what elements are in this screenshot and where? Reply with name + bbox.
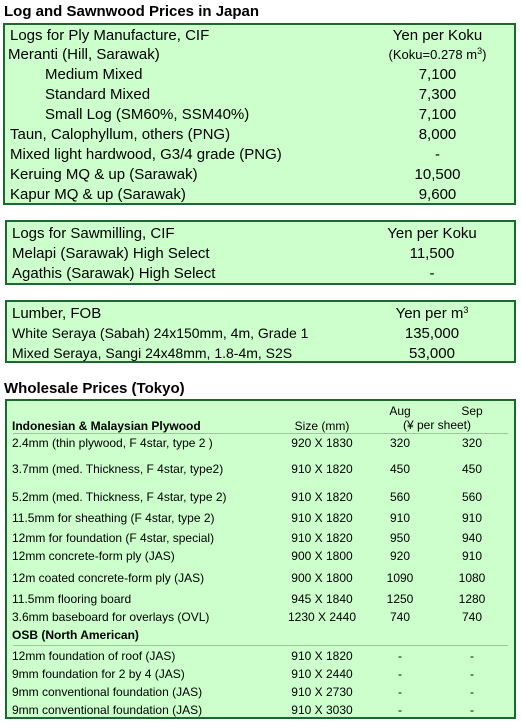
row-aug: - bbox=[398, 667, 402, 681]
row-label: 3.7mm (med. Thickness, F 4star, type2) bbox=[12, 462, 224, 476]
saw-logs-box bbox=[5, 220, 516, 285]
plywood-group-title: Indonesian & Malaysian Plywood bbox=[12, 419, 201, 433]
row-aug: - bbox=[398, 685, 402, 699]
lumber-row-label: White Seraya (Sabah) 24x150mm, 4m, Grade 1 bbox=[12, 325, 309, 341]
row-label: 2.4mm (thin plywood, F 4star, type 2 ) bbox=[12, 436, 213, 450]
row-size: 910 X 2730 bbox=[291, 685, 353, 699]
row-aug: - bbox=[398, 649, 402, 663]
ply-header-label: Logs for Ply Manufacture, CIF bbox=[10, 27, 210, 44]
wholesale-title: Wholesale Prices (Tokyo) bbox=[4, 380, 185, 397]
ply-row-label: Taun, Calophyllum, others (PNG) bbox=[10, 126, 231, 143]
row-sep: 940 bbox=[461, 531, 483, 545]
row-label: 5.2mm (med. Thickness, F 4star, type 2) bbox=[12, 490, 227, 504]
ply-row-label: Kapur MQ & up (Sarawak) bbox=[10, 186, 186, 203]
row-label: 9mm conventional foundation (JAS) bbox=[12, 685, 203, 699]
osb-group-title: OSB (North American) bbox=[12, 628, 139, 642]
saw-header-label: Logs for Sawmilling, CIF bbox=[12, 225, 175, 242]
row-aug: 320 bbox=[389, 436, 411, 450]
row-label: 12mm foundation of roof (JAS) bbox=[12, 649, 176, 663]
lumber-row-label: Mixed Seraya, Sangi 24x48mm, 1.8-4m, S2S bbox=[12, 345, 293, 361]
row-aug: 1250 bbox=[386, 592, 414, 606]
ply-row-value: 9,600 bbox=[418, 186, 457, 203]
row-aug: 740 bbox=[389, 610, 411, 624]
lumber-box bbox=[5, 300, 516, 363]
row-aug: 950 bbox=[389, 531, 411, 545]
ply-row-label: Small Log (SM60%, SSM40%) bbox=[45, 106, 250, 123]
row-sep: - bbox=[470, 703, 474, 717]
row-size: 910 X 1820 bbox=[291, 462, 353, 476]
row-size: 910 X 1820 bbox=[291, 649, 353, 663]
row-label: 12mm for foundation (F 4star, special) bbox=[12, 531, 215, 545]
saw-row-label: Agathis (Sarawak) High Select bbox=[12, 265, 216, 282]
lumber-row-value: 135,000 bbox=[404, 325, 460, 342]
ply-sub-label: Meranti (Hill, Sarawak) bbox=[8, 46, 160, 63]
size-column-header: Size (mm) bbox=[294, 419, 350, 433]
saw-header-unit: Yen per Koku bbox=[387, 225, 477, 242]
row-size: 1230 X 2440 bbox=[287, 610, 357, 624]
yen-per-sheet-unit: (¥ per sheet) bbox=[402, 418, 472, 432]
row-aug: 920 bbox=[389, 549, 411, 563]
aug-column-header: Aug bbox=[389, 404, 411, 418]
saw-row-label: Melapi (Sarawak) High Select bbox=[12, 245, 210, 262]
row-aug: 1090 bbox=[386, 571, 414, 585]
osb-divider bbox=[13, 645, 508, 646]
row-size: 920 X 1830 bbox=[291, 436, 353, 450]
header-divider bbox=[13, 433, 508, 434]
row-label: 11.5mm for sheathing (F 4star, type 2) bbox=[12, 511, 215, 525]
row-size: 910 X 2440 bbox=[291, 667, 353, 681]
row-label: 3.6mm baseboard for overlays (OVL) bbox=[12, 610, 210, 624]
row-sep: - bbox=[470, 685, 474, 699]
row-sep: - bbox=[470, 667, 474, 681]
saw-row-value: - bbox=[429, 265, 435, 282]
row-sep: 450 bbox=[461, 462, 483, 476]
koku-unit-suffix: ) bbox=[482, 47, 487, 62]
ply-logs-box bbox=[3, 23, 516, 205]
row-aug: - bbox=[398, 703, 402, 717]
koku-unit-sup: 3 bbox=[477, 46, 483, 56]
row-size: 945 X 1840 bbox=[291, 592, 353, 606]
ply-row-value: - bbox=[435, 146, 440, 163]
wholesale-box bbox=[5, 399, 516, 719]
ply-row-value: 7,100 bbox=[418, 106, 457, 123]
row-size: 900 X 1800 bbox=[291, 549, 353, 563]
ply-row-value: 10,500 bbox=[414, 166, 461, 183]
ply-header-unit: Yen per Koku bbox=[392, 27, 483, 44]
row-sep: 320 bbox=[461, 436, 483, 450]
row-aug: 560 bbox=[389, 490, 411, 504]
lumber-unit-prefix: Yen per m bbox=[395, 305, 464, 322]
row-sep: 560 bbox=[461, 490, 483, 504]
ply-row-value: 8,000 bbox=[418, 126, 457, 143]
saw-row-value: 11,500 bbox=[409, 245, 455, 262]
ply-row-value: 7,300 bbox=[418, 86, 457, 103]
ply-row-label: Keruing MQ & up (Sarawak) bbox=[10, 166, 198, 183]
row-sep: 1080 bbox=[458, 571, 486, 585]
lumber-header-label: Lumber, FOB bbox=[12, 305, 102, 322]
lumber-unit-sup: 3 bbox=[463, 305, 469, 315]
row-size: 910 X 3030 bbox=[291, 703, 353, 717]
row-sep: 910 bbox=[461, 511, 483, 525]
row-sep: 740 bbox=[461, 610, 483, 624]
ply-row-label: Mixed light hardwood, G3/4 grade (PNG) bbox=[10, 146, 282, 163]
ply-row-value: 7,100 bbox=[418, 66, 457, 83]
row-label: 9mm conventional foundation (JAS) bbox=[12, 703, 203, 717]
row-sep: 910 bbox=[461, 549, 483, 563]
row-aug: 910 bbox=[389, 511, 411, 525]
row-size: 910 X 1820 bbox=[291, 490, 353, 504]
row-label: 9mm foundation for 2 by 4 (JAS) bbox=[12, 667, 185, 681]
ply-row-label: Standard Mixed bbox=[45, 86, 151, 103]
koku-unit-note bbox=[350, 45, 521, 64]
row-label: 11.5mm flooring board bbox=[12, 592, 132, 606]
row-label: 12mm concrete-form ply (JAS) bbox=[12, 549, 175, 563]
koku-unit-prefix: (Koku=0.278 m bbox=[388, 47, 478, 62]
row-label: 12m coated concrete-form ply (JAS) bbox=[12, 571, 205, 585]
row-size: 900 X 1800 bbox=[291, 571, 353, 585]
japan-prices-title: Log and Sawnwood Prices in Japan bbox=[4, 3, 260, 20]
row-sep: - bbox=[470, 649, 474, 663]
row-sep: 1280 bbox=[458, 592, 486, 606]
sep-column-header: Sep bbox=[461, 404, 483, 418]
row-size: 910 X 1820 bbox=[291, 511, 353, 525]
lumber-row-value: 53,000 bbox=[409, 345, 455, 362]
row-aug: 450 bbox=[389, 462, 411, 476]
lumber-header-unit bbox=[352, 304, 512, 323]
ply-row-label: Medium Mixed bbox=[45, 66, 143, 83]
row-size: 910 X 1820 bbox=[291, 531, 353, 545]
